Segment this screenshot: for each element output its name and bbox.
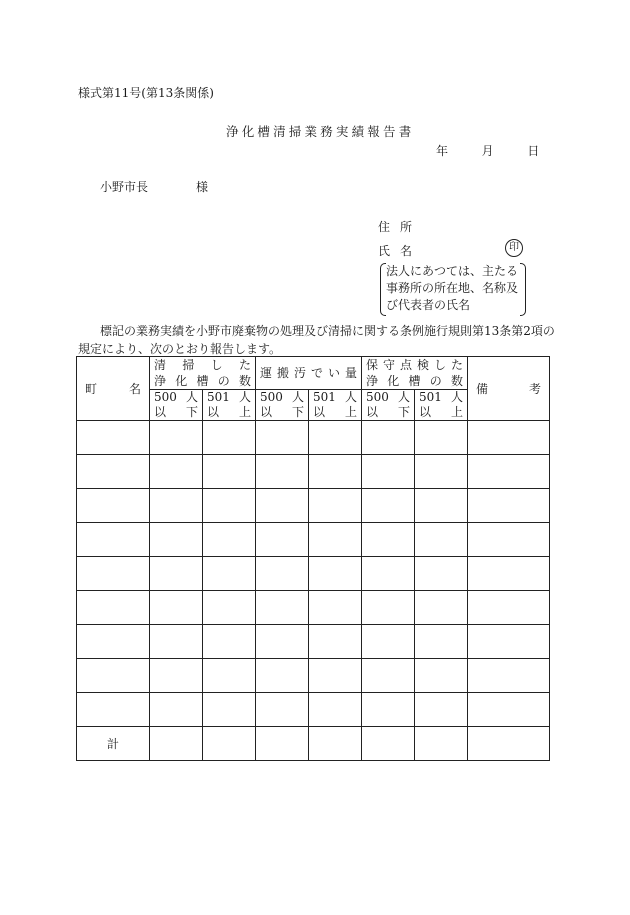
count-cell[interactable] <box>203 523 256 557</box>
sub-header-cell <box>415 390 468 421</box>
group-header-inspected-line2: 浄化槽の数 <box>366 374 464 388</box>
total-label: 計 <box>77 727 150 761</box>
count-cell[interactable] <box>150 455 203 489</box>
town-cell[interactable] <box>77 591 150 625</box>
sub-header-number: 501 <box>313 390 336 404</box>
count-cell[interactable] <box>150 625 203 659</box>
sub-header-number: 500 <box>260 390 283 404</box>
sub-header-qualifier-1: 以 <box>154 405 167 419</box>
table-row <box>77 591 550 625</box>
address-label: 住所 <box>378 220 423 234</box>
count-cell[interactable] <box>415 523 468 557</box>
sub-header-number: 500 <box>154 390 177 404</box>
count-cell[interactable] <box>362 421 415 455</box>
seal-mark: 印 <box>505 239 523 257</box>
total-row <box>77 727 550 761</box>
group-header-sludge <box>256 357 362 390</box>
table-body <box>77 421 550 761</box>
count-cell[interactable] <box>362 625 415 659</box>
count-cell[interactable] <box>150 421 203 455</box>
count-cell[interactable] <box>415 659 468 693</box>
remarks-cell[interactable] <box>468 693 550 727</box>
table-row <box>77 693 550 727</box>
sub-header-cell <box>203 390 256 421</box>
table-row <box>77 455 550 489</box>
table-row <box>77 625 550 659</box>
count-cell[interactable] <box>362 523 415 557</box>
sub-header-qualifier-1: 以 <box>260 405 273 419</box>
sub-header-qualifier-2: 下 <box>398 405 411 419</box>
count-cell[interactable] <box>362 591 415 625</box>
remarks-cell[interactable] <box>468 659 550 693</box>
count-cell[interactable] <box>203 455 256 489</box>
count-cell[interactable] <box>150 591 203 625</box>
sub-header-qualifier-2: 上 <box>451 405 464 419</box>
remarks-header: 備考 <box>468 357 550 421</box>
table-row <box>77 489 550 523</box>
count-cell[interactable] <box>256 727 309 761</box>
date-line <box>436 142 539 159</box>
table-row <box>77 421 550 455</box>
town-cell[interactable] <box>77 421 150 455</box>
sub-header-number: 501 <box>207 390 230 404</box>
sub-header-qualifier-1: 以 <box>313 405 326 419</box>
sub-header-cell <box>256 390 309 421</box>
count-cell[interactable] <box>309 727 362 761</box>
count-cell[interactable] <box>415 625 468 659</box>
count-cell[interactable] <box>150 489 203 523</box>
sub-header-qualifier-2: 上 <box>345 405 358 419</box>
sub-header-qualifier-2: 下 <box>185 405 198 419</box>
count-cell[interactable] <box>362 727 415 761</box>
count-cell[interactable] <box>256 421 309 455</box>
town-cell[interactable] <box>77 659 150 693</box>
header-row <box>77 357 550 390</box>
remarks-cell[interactable] <box>468 557 550 591</box>
sub-header-qualifier-1: 以 <box>207 405 220 419</box>
sub-header-cell <box>150 390 203 421</box>
count-cell[interactable] <box>309 693 362 727</box>
corporation-note-text: 法人にあつては、主たる事務所の所在地、名称及び代表者の氏名 <box>386 264 519 312</box>
sub-header-qualifier-1: 以 <box>419 405 432 419</box>
count-cell[interactable] <box>362 659 415 693</box>
table-row <box>77 523 550 557</box>
sub-header-unit: 人 <box>451 390 464 404</box>
count-cell[interactable] <box>150 523 203 557</box>
count-cell[interactable] <box>203 693 256 727</box>
remarks-cell[interactable] <box>468 421 550 455</box>
sub-header-qualifier-2: 上 <box>239 405 252 419</box>
sub-header-unit: 人 <box>239 390 252 404</box>
count-cell[interactable] <box>256 489 309 523</box>
sub-header-unit: 人 <box>398 390 411 404</box>
count-cell[interactable] <box>203 591 256 625</box>
group-header-cleaned <box>150 357 256 390</box>
count-cell[interactable] <box>256 659 309 693</box>
count-cell[interactable] <box>203 421 256 455</box>
form-number: 様式第11号(第13条関係) <box>78 86 214 100</box>
date-day-label: 日 <box>527 144 540 158</box>
town-cell[interactable] <box>77 489 150 523</box>
group-header-cleaned-line2: 浄化槽の数 <box>154 374 252 388</box>
sub-header-number: 501 <box>419 390 442 404</box>
sub-header-unit: 人 <box>345 390 358 404</box>
count-cell[interactable] <box>309 489 362 523</box>
group-header-sludge-line1: 運搬汚でい量 <box>260 366 358 380</box>
count-cell[interactable] <box>203 659 256 693</box>
remarks-cell[interactable] <box>468 455 550 489</box>
count-cell[interactable] <box>362 557 415 591</box>
town-header: 町名 <box>77 357 150 421</box>
addressee-name: 小野市長 <box>100 180 149 194</box>
count-cell[interactable] <box>150 659 203 693</box>
count-cell[interactable] <box>203 727 256 761</box>
intro-line-1: 標記の業務実績を小野市廃棄物の処理及び清掃に関する条例施行規則第13条第2項の <box>100 324 555 338</box>
group-header-inspected-line1: 保守点検した <box>366 358 464 372</box>
group-header-inspected <box>362 357 468 390</box>
intro-line-2: 規定により、次のとおり報告します。 <box>78 342 282 356</box>
count-cell[interactable] <box>150 727 203 761</box>
left-bracket <box>380 263 386 316</box>
count-cell[interactable] <box>415 591 468 625</box>
count-cell[interactable] <box>362 455 415 489</box>
count-cell[interactable] <box>415 421 468 455</box>
sub-header-qualifier-1: 以 <box>366 405 379 419</box>
group-header-cleaned-line1: 清掃した <box>154 358 252 372</box>
remarks-cell[interactable] <box>468 591 550 625</box>
remarks-cell[interactable] <box>468 727 550 761</box>
count-cell[interactable] <box>415 693 468 727</box>
sub-header-qualifier-2: 下 <box>292 405 305 419</box>
document-title: 浄化槽清掃業務実績報告書 <box>226 124 415 139</box>
count-cell[interactable] <box>309 557 362 591</box>
addressee-honorific: 様 <box>196 180 209 194</box>
town-cell[interactable] <box>77 625 150 659</box>
count-cell[interactable] <box>256 693 309 727</box>
count-cell[interactable] <box>415 455 468 489</box>
count-cell[interactable] <box>415 557 468 591</box>
count-cell[interactable] <box>150 693 203 727</box>
count-cell[interactable] <box>309 659 362 693</box>
sub-header-cell <box>362 390 415 421</box>
town-cell[interactable] <box>77 557 150 591</box>
addressee-line <box>100 178 208 195</box>
sub-header-unit: 人 <box>292 390 305 404</box>
count-cell[interactable] <box>256 591 309 625</box>
name-label: 氏名 <box>378 244 423 258</box>
count-cell[interactable] <box>309 421 362 455</box>
count-cell[interactable] <box>203 557 256 591</box>
count-cell[interactable] <box>309 625 362 659</box>
count-cell[interactable] <box>203 625 256 659</box>
count-cell[interactable] <box>256 625 309 659</box>
count-cell[interactable] <box>256 557 309 591</box>
table-row <box>77 659 550 693</box>
sub-header-cell <box>309 390 362 421</box>
count-cell[interactable] <box>415 489 468 523</box>
corporation-note <box>380 263 526 314</box>
count-cell[interactable] <box>309 591 362 625</box>
report-table <box>76 356 550 761</box>
count-cell[interactable] <box>203 489 256 523</box>
count-cell[interactable] <box>256 455 309 489</box>
count-cell[interactable] <box>309 455 362 489</box>
town-cell[interactable] <box>77 455 150 489</box>
count-cell[interactable] <box>362 489 415 523</box>
sub-header-number: 500 <box>366 390 389 404</box>
count-cell[interactable] <box>362 693 415 727</box>
count-cell[interactable] <box>256 523 309 557</box>
remarks-cell[interactable] <box>468 489 550 523</box>
date-month-label: 月 <box>481 144 494 158</box>
town-cell[interactable] <box>77 693 150 727</box>
town-cell[interactable] <box>77 523 150 557</box>
count-cell[interactable] <box>309 523 362 557</box>
right-bracket <box>520 263 526 316</box>
count-cell[interactable] <box>150 557 203 591</box>
count-cell[interactable] <box>415 727 468 761</box>
date-year-label: 年 <box>436 144 449 158</box>
sub-header-unit: 人 <box>185 390 198 404</box>
table-row <box>77 557 550 591</box>
remarks-cell[interactable] <box>468 523 550 557</box>
remarks-cell[interactable] <box>468 625 550 659</box>
